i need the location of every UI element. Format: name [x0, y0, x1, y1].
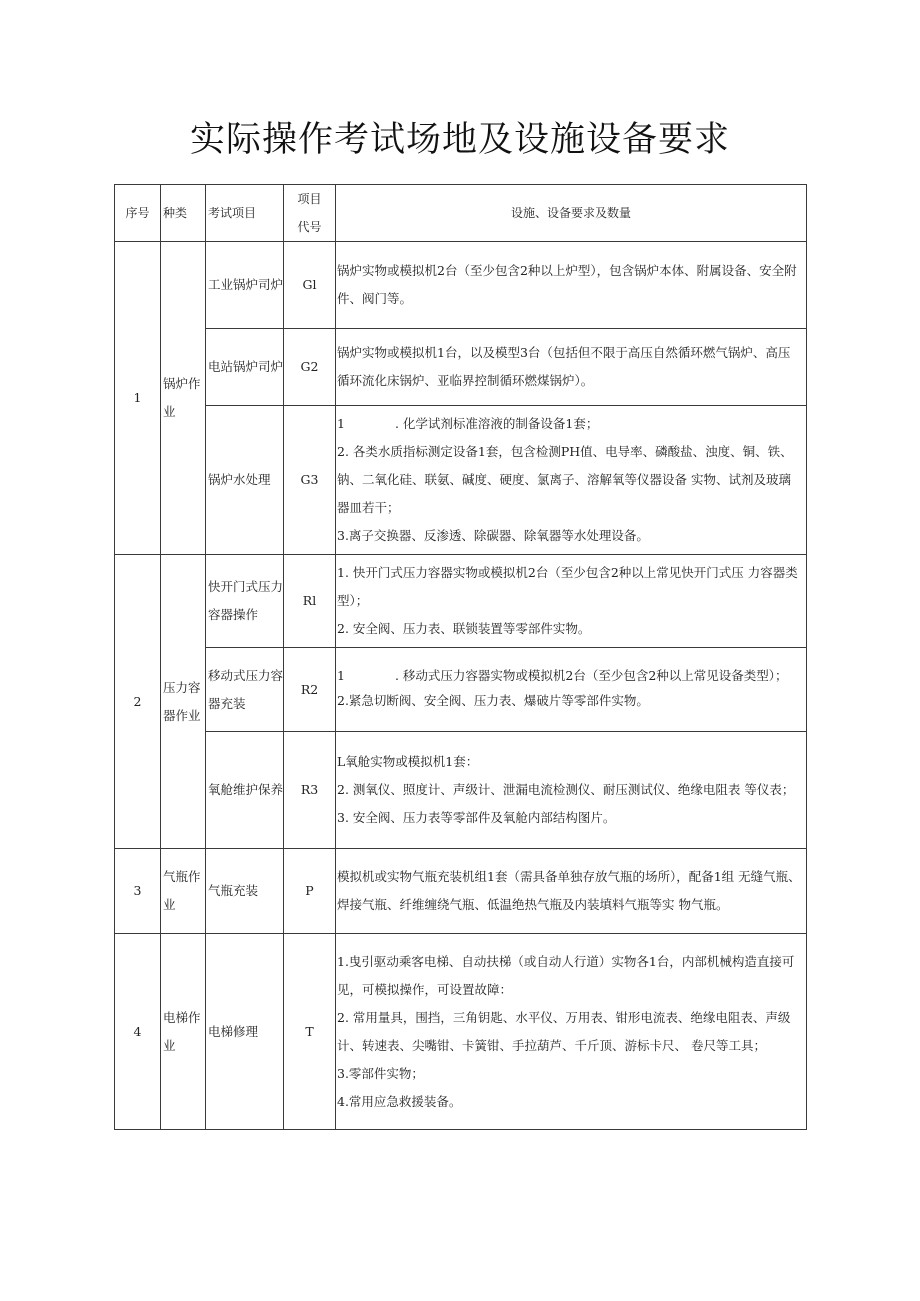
- requirement-line: 锅炉实物或模拟机1台，以及模型3台（包括但不限于高压自然循环燃气锅炉、高压循环流化床锅炉、亚临界控制循环燃煤锅炉）。: [337, 345, 791, 388]
- requirement-line: 3.零部件实物；: [337, 1065, 424, 1081]
- requirement-cell: [336, 406, 807, 555]
- category-cell: 压力容器作业: [161, 555, 206, 849]
- requirement-line: 2. 常用量具，围挡，三角钥匙、水平仪、万用表、钳形电流表、绝缘电阻表、声级计、转速表、尖嘴钳、卡簧钳、手拉葫芦、千斤顶、游标卡尺、 卷尺等工具；: [337, 1009, 791, 1053]
- code-cell: P: [284, 849, 336, 934]
- exam-item-cell: 电站锅炉司炉: [206, 329, 284, 406]
- category-cell: 电梯作业: [161, 934, 206, 1130]
- list-text: . 化学试剂标准溶液的制备设备1套；: [394, 416, 599, 431]
- requirements-table: [114, 184, 807, 1130]
- requirement-line: 4.常用应急救援装备。: [337, 1093, 462, 1109]
- list-number: 1: [337, 667, 345, 683]
- requirement-cell: [336, 648, 807, 732]
- header-code-line1: 项目: [297, 192, 322, 206]
- requirement-line: 3.离子交换器、反渗透、除碳器、除氧器等水处理设备。: [337, 528, 649, 543]
- table-row: [115, 648, 807, 732]
- exam-item-cell: 电梯修理: [206, 934, 284, 1130]
- code-cell: R3: [284, 732, 336, 849]
- exam-item-cell: 锅炉水处理: [206, 406, 284, 555]
- category-cell: 气瓶作业: [161, 849, 206, 934]
- header-seq: 序号: [115, 185, 161, 242]
- exam-item-cell: 快开门式压力容器操作: [206, 555, 284, 648]
- code-cell: R2: [284, 648, 336, 732]
- requirement-line: 1. 快开门式压力容器实物或模拟机2台（至少包含2种以上常见快开门式压 力容器类型）；: [337, 565, 798, 608]
- requirement-cell: [336, 329, 807, 406]
- requirement-line: 2.紧急切断阀、安全阀、压力表、爆破片等零部件实物。: [337, 692, 649, 708]
- seq-cell: 4: [115, 934, 161, 1130]
- requirement-line: 模拟机或实物气瓶充装机组1套（需具备单独存放气瓶的场所），配备1组 无缝气瓶、焊接气瓶、纤维缠绕气瓶、低温绝热气瓶及内装填料气瓶等实 物气瓶。: [337, 869, 801, 912]
- header-code: [284, 185, 336, 242]
- requirement-line: [337, 665, 802, 687]
- table-row: [115, 406, 807, 555]
- code-cell: G2: [284, 329, 336, 406]
- requirement-cell: [336, 732, 807, 849]
- table-row: [115, 732, 807, 849]
- requirement-cell: [336, 555, 807, 648]
- seq-cell: 2: [115, 555, 161, 849]
- requirement-line: 3. 安全阀、压力表等零部件及氧舱内部结构图片。: [337, 810, 616, 825]
- requirement-line: [337, 410, 802, 438]
- page-title: 实际操作考试场地及设施设备要求: [189, 120, 730, 160]
- exam-item-cell: 氧舱维护保养: [206, 732, 284, 849]
- requirement-line: 2. 各类水质指标测定设备1套，包含检测PH值、电导率、磷酸盐、浊度、铜、铁、钠、二氧化硅、联氨、碱度、硬度、氯离子、溶解氧等仪器设备 实物、试剂及玻璃器皿若干；: [337, 444, 793, 515]
- header-code-line2: 代号: [297, 220, 322, 234]
- requirement-line: 2. 安全阀、压力表、联锁装置等零部件实物。: [337, 621, 591, 636]
- header-exam-item: 考试项目: [206, 185, 284, 242]
- table-header-row: [115, 185, 807, 242]
- code-cell: G3: [284, 406, 336, 555]
- table-row: [115, 849, 807, 934]
- seq-cell: 1: [115, 242, 161, 555]
- table-row: [115, 555, 807, 648]
- code-cell: Rl: [284, 555, 336, 648]
- seq-cell: 3: [115, 849, 161, 934]
- requirement-cell: [336, 242, 807, 329]
- exam-item-cell: 气瓶充装: [206, 849, 284, 934]
- header-category: 种类: [161, 185, 206, 242]
- requirement-line: L氧舱实物或模拟机1套：: [337, 754, 479, 769]
- exam-item-cell: 移动式压力容器充装: [206, 648, 284, 732]
- list-text: . 移动式压力容器实物或模拟机2台（至少包含2种以上常见设备类型）；: [394, 667, 788, 683]
- exam-item-cell: 工业锅炉司炉: [206, 242, 284, 329]
- code-cell: Gl: [284, 242, 336, 329]
- table-row: [115, 329, 807, 406]
- requirement-line: 1.曳引驱动乘客电梯、自动扶梯（或自动人行道）实物各1台，内部机械构造直接可见，可模拟操作，可设置故障：: [337, 953, 795, 997]
- requirement-cell: [336, 934, 807, 1130]
- requirement-line: 锅炉实物或模拟机2台（至少包含2种以上炉型），包含锅炉本体、附属设备、安全附件、阀门等。: [337, 263, 797, 306]
- header-requirements: 设施、设备要求及数量: [336, 185, 807, 242]
- table-row: [115, 242, 807, 329]
- table-row: [115, 934, 807, 1130]
- code-cell: T: [284, 934, 336, 1130]
- requirement-cell: [336, 849, 807, 934]
- category-cell: 锅炉作业: [161, 242, 206, 555]
- list-number: 1: [337, 416, 345, 431]
- requirement-line: 2. 测氧仪、照度计、声级计、泄漏电流检测仪、耐压测试仪、绝缘电阻表 等仪表；: [337, 782, 795, 797]
